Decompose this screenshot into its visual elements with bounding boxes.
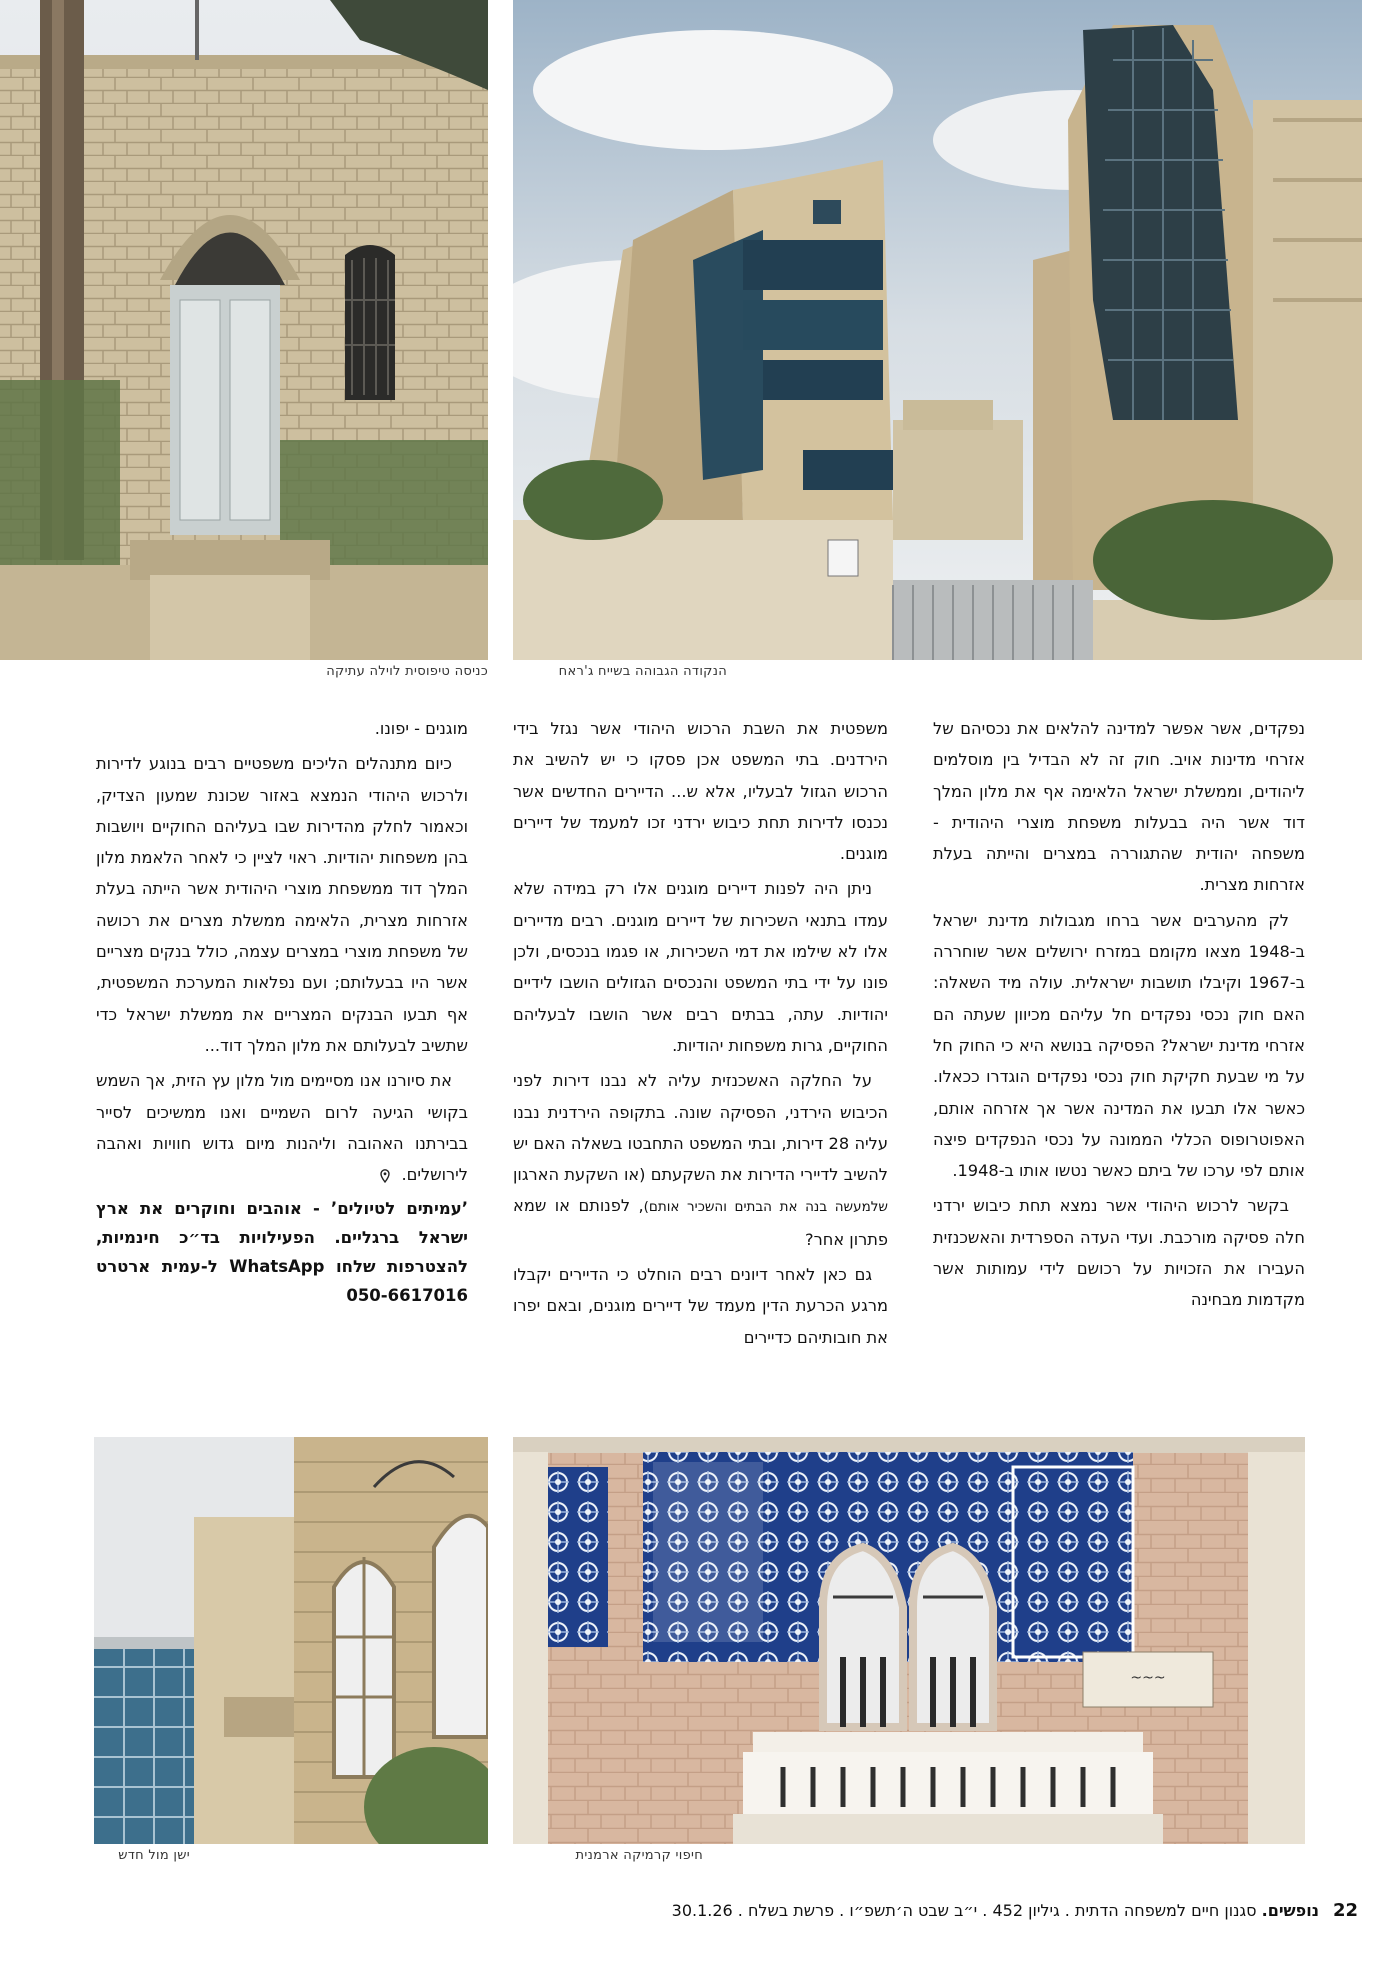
paragraph: נפקדים, אשר אפשר למדינה להלאים את נכסיהם של אזרחי מדינות אויב. חוק זה לא הבדיל בין מוסלמים ליהודים, וממשלת ישראל הלאימה אף את מלון המלך דוד אשר היה בבעלות משפחת מוצרי היהודית - משפחה יהודית שהתגוררה במצרים והייתה בעלת אזרחות מצרית. <box>933 719 1305 895</box>
paragraph: בקשר לרכוש היהודי אשר נמצא תחת כיבוש ירדני חלה פסיקה מורכבת. ועדי העדה הספרדית והאשכנזית העבירו את הזכויות על רכושם לידי עמותות אשר מקדמות מבחינה <box>933 1196 1305 1310</box>
paragraph: לק מהערבים אשר ברחו מגבולות מדינת ישראל ב-1948 מצאו מקומם במזרח ירושלים אשר שוחררה ב-1967 וקיבלו תושבות ישראלית. עולה מיד השאלה: האם חוק נכסי נפקדים חל עליהם מכיוון שעתה הם אזרחי מדינת ישראל? הפסיקה בנושא היא כי החוק חל על מי שבעת חקיקת חוק נכסי נפקדים הוגדרו ככאלו. כאשר אלו תבעו את המדינה אשר אך אזרחה אותם, האפוטרופוס הכללי הממונה על נכסי הנפקדים פיצה אותם לפי ערכו של ביתם כאשר נטשו אותו ב-1948. <box>933 910 1305 1181</box>
paragraph-text: על החלקה האשכנזית עליה לא נבנו דירות לפני הכיבוש הירדני, הפסיקה שונה. בתקופה הירדנית נבנו עליה 28 דירות, ובתי המשפט התחבטו בשאלה האם יש להשיב לדיירי הדירות את השקעתם (או השקעת הארגון <box>513 1071 888 1185</box>
issue-info: סגנון חיים למשפחה הדתית . גיליון 452 . י״ב שבט ה׳תשפ״ו . פרשת בשלח . 30.1.26 <box>671 1901 1257 1920</box>
caption-bottom-right: חיפוי קרמיקה ארמנית <box>575 1848 703 1863</box>
villa-entrance-image <box>0 0 488 660</box>
photo-old-vs-new <box>94 1437 488 1844</box>
paragraph <box>96 1065 468 1190</box>
paragraph: משפטית את השבת הרכוש היהודי אשר נגזל בידי הירדנים. בתי המשפט אכן פסקו כי יש להשיב את הרכוש הגזול לבעליו, אלא ש... הדיירים החדשים אשר נכנסו לדירות תחת כיבוש ירדני זכו למעמד של דיירים מוגנים. <box>513 719 888 864</box>
photo-sheikh-jarrah-buildings <box>513 0 1362 660</box>
caption-bottom-left: ישן מול חדש <box>118 1848 190 1863</box>
paragraph-text: את סיורנו אנו מסיימים מול מלון עץ הזית, אך השמש בקושי הגיעה לרום השמיים ואנו ממשיכים לסייר בבירתנו האהובה וליהנות מיום גדוש חוויות ואהבה לירושלים. <box>96 1071 468 1185</box>
paragraph: גם כאן לאחר דיונים רבים הוחלט כי הדיירים יקבלו מרגע הכרעת הדין מעמד של דיירים מוגנים, ובאם יפרו את חובותיהם כדיירים <box>513 1265 888 1347</box>
text-column-left <box>96 713 468 1314</box>
parenthetical-note: שלמעשה בנה את הבתים והשכיר אותם) <box>643 1199 888 1216</box>
old-vs-new-image <box>94 1437 488 1844</box>
paragraph: ניתן היה לפנות דיירים מוגנים אלו רק במידה שלא עמדו בתנאי השכירות של דיירים מוגנים. רבים מדיירים אלו לא שילמו את דמי השכירות, או פגמו בנכסים, ולכן פונו על ידי בתי המשפט והנכסים הגזולים הושבו לידיים יהודיות. עתה, בבתים רבים אשר הושבו לבעליהם החוקיים, גרות משפחות יהודיות. <box>513 879 888 1055</box>
photo-armenian-ceramics <box>513 1437 1305 1844</box>
svg-text:~~~: ~~~ <box>1130 1670 1166 1686</box>
text-column-right <box>933 713 1305 1320</box>
caption-top-right: הנקודה הגבוהה בשייח ג'ראח <box>558 664 727 679</box>
photo-old-villa-entrance <box>0 0 488 660</box>
paragraph: כיום מתנהלים הליכים משפטיים רבים בנוגע לדירות ולרכוש היהודי הנמצא באזור שכונת שמעון הצדיק, וכאמור לחלק מהדירות שבו בעליהם החוקיים ויושבות בהן משפחות יהודיות. ראוי לציין כי לאחר הלאמת מלון המלך דוד ממשפחת מוצרי היהודית אשר הייתה בעלת אזרחות מצרית, הלאימה ממשלת מצרים את רכושה של משפחת מוצרי במצרים עצמה, כולל בנקים מצריים אשר היו בבעלותם; ועם נפלאות המערכת המשפטית, אף תבעו הבנקים המצריים את ממשלת ישראל כדי שתשיב לבעלותם את מלון המלך דוד... <box>96 754 468 1055</box>
text-column-middle <box>513 713 888 1357</box>
contact-info: ’עמיתים לטיולים’ - אוהבים וחוקרים את ארץ ישראל ברגליים. הפעילויות בד״כ חינמיות, להצטרפות שלחו WhatsApp ל-עמית ארטרט 050-6617016 <box>96 1199 469 1306</box>
sheikh-jarrah-image <box>513 0 1362 660</box>
page-footer <box>671 1900 1358 1921</box>
caption-top-left: כניסה טיפוסית לוילה עתיקה <box>326 664 488 679</box>
paragraph-text: , לפנותם או שמא פתרון אחר? <box>513 1196 888 1249</box>
footer-text <box>672 1901 1319 1920</box>
paragraph <box>513 1065 888 1255</box>
page-number: 22 <box>1332 1900 1358 1921</box>
paragraph: מוגנים - יפונו. <box>374 719 468 738</box>
location-pin-icon <box>380 1169 390 1183</box>
armenian-ceramics-image <box>513 1437 1305 1844</box>
magazine-name: נופשים. <box>1261 1901 1319 1920</box>
